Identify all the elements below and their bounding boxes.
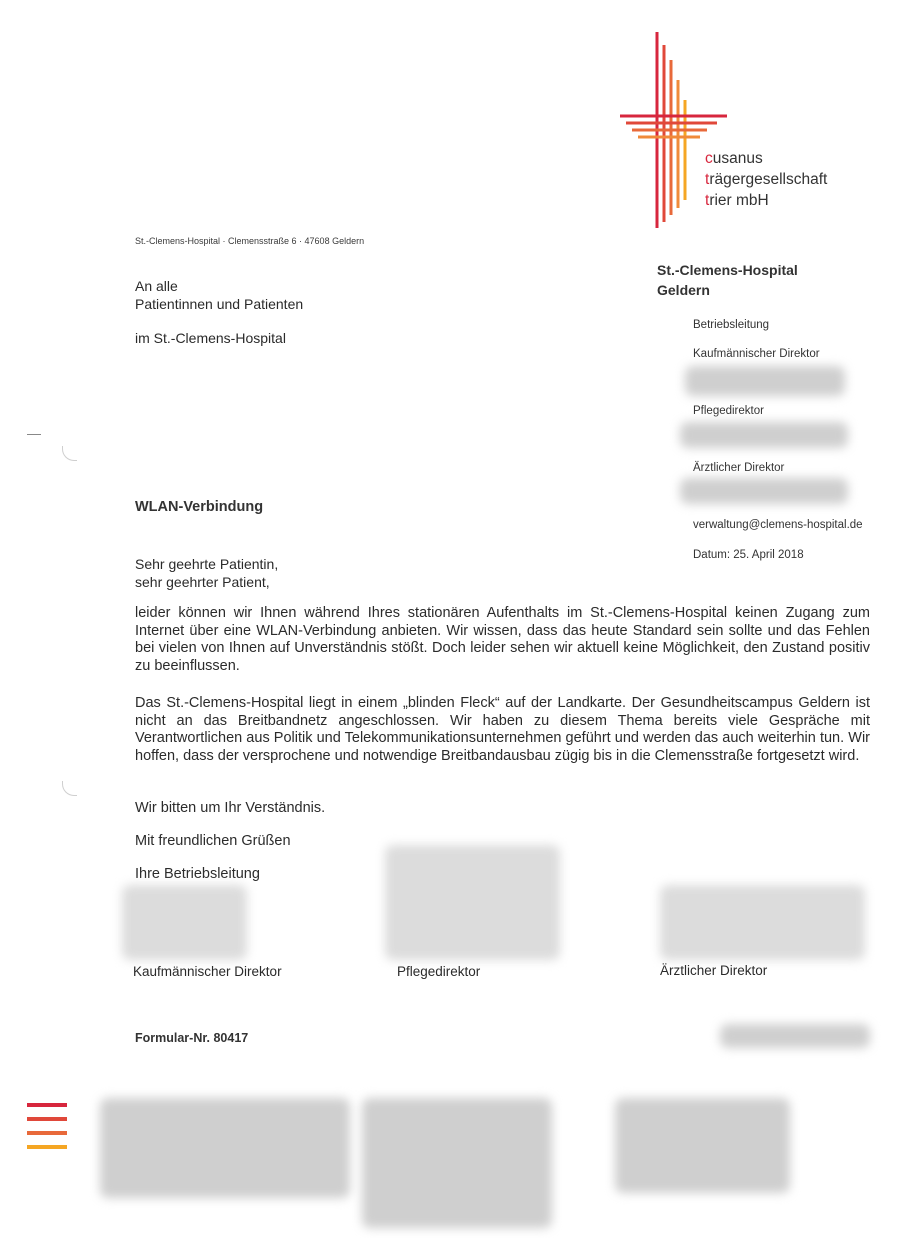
signoff: Ihre Betriebsleitung	[135, 866, 260, 882]
paragraph-1: leider können wir Ihnen während Ihres stationären Aufenthalts im St.-Clemens-Hospital keinen Zugang zum Internet über eine WLAN-Verbindung anbieten. Wir wissen, dass das heute Standard sein sollte und das Fehlen bei vielen von Ihnen auf Unverständnis stößt. Doch leider sehen wir aktuell keine Möglichkeit, den Zustand positiv zu beeinflussen.	[135, 605, 870, 674]
salutation-line-2: sehr geehrter Patient,	[135, 574, 270, 590]
management-label: Betriebsleitung	[693, 319, 770, 331]
redacted-medical-contact	[680, 478, 848, 504]
redacted-footer-company-info	[100, 1098, 350, 1198]
subject-line: WLAN-Verbindung	[135, 499, 264, 515]
redacted-commercial-contact	[685, 366, 845, 396]
logo-word-cusanus: usanus	[712, 150, 763, 167]
commercial-director-label: Kaufmännischer Direktor	[693, 348, 820, 360]
footer-bar-1	[27, 1103, 67, 1107]
redacted-footer-bank-info	[615, 1098, 790, 1193]
medical-director-label: Ärztlicher Direktor	[693, 462, 785, 474]
redacted-signature-medical	[660, 885, 865, 960]
hospital-city-line: Geldern	[657, 282, 710, 298]
redacted-signature-commercial	[122, 885, 247, 960]
fold-mark	[27, 434, 41, 435]
redacted-signature-nursing	[385, 845, 560, 960]
logo-word-traegergesellschaft: rägergesellschaft	[709, 171, 828, 188]
punch-hole-bottom	[62, 781, 77, 796]
recipient-line-1: An alle	[135, 278, 178, 294]
signature-title-medical: Ärztlicher Direktor	[660, 963, 768, 978]
recipient-line-3: im St.-Clemens-Hospital	[135, 330, 286, 346]
letter-date: Datum: 25. April 2018	[693, 549, 804, 561]
redacted-footer-hospital-info	[362, 1098, 552, 1228]
signature-title-nursing: Pflegedirektor	[397, 964, 481, 979]
sender-line: St.-Clemens-Hospital · Clemensstraße 6 · 47608 Geldern	[135, 236, 365, 246]
paragraph-2: Das St.-Clemens-Hospital liegt in einem „blinden Fleck“ auf der Landkarte. Der Gesundheitscampus Geldern ist nicht an das Breitbandnetz angeschlossen. Wir haben zu diesem Thema bereits viele Gespräche mit Verantwortlichen aus Politik und Telekommunikationsunternehmen geführt und werden das auch weiterhin tun. Wir hoffen, dass der versprochene und notwendige Breitbandausbau zügig bis in die Clemensstraße fortgesetzt wird.	[135, 695, 870, 764]
logo-initial-c: c	[705, 150, 713, 167]
logo-initial-t: t	[705, 171, 710, 188]
footer-bar-3	[27, 1131, 67, 1135]
footer-bar-2	[27, 1117, 67, 1121]
closing-greeting: Mit freundlichen Grüßen	[135, 833, 291, 849]
logo-word-trier: rier mbH	[709, 192, 769, 209]
redacted-nursing-contact	[680, 422, 848, 448]
punch-hole-top	[62, 446, 77, 461]
contact-email: verwaltung@clemens-hospital.de	[693, 519, 863, 531]
salutation-line-1: Sehr geehrte Patientin,	[135, 556, 279, 572]
paragraph-3: Wir bitten um Ihr Verständnis.	[135, 800, 326, 816]
form-number: Formular-Nr. 80417	[135, 1031, 249, 1045]
logo-initial-t2: t	[705, 192, 710, 209]
hospital-name-line: St.-Clemens-Hospital	[657, 262, 798, 278]
logo-text	[705, 148, 827, 211]
salutation	[135, 555, 278, 591]
nursing-director-label: Pflegedirektor	[693, 405, 764, 417]
recipient-line-2: Patientinnen und Patienten	[135, 296, 304, 312]
recipient-address	[135, 277, 303, 347]
footer-bar-4	[27, 1145, 67, 1149]
signature-title-commercial: Kaufmännischer Direktor	[133, 964, 282, 979]
redacted-right-footer-note	[720, 1024, 870, 1048]
hospital-name	[657, 260, 798, 300]
